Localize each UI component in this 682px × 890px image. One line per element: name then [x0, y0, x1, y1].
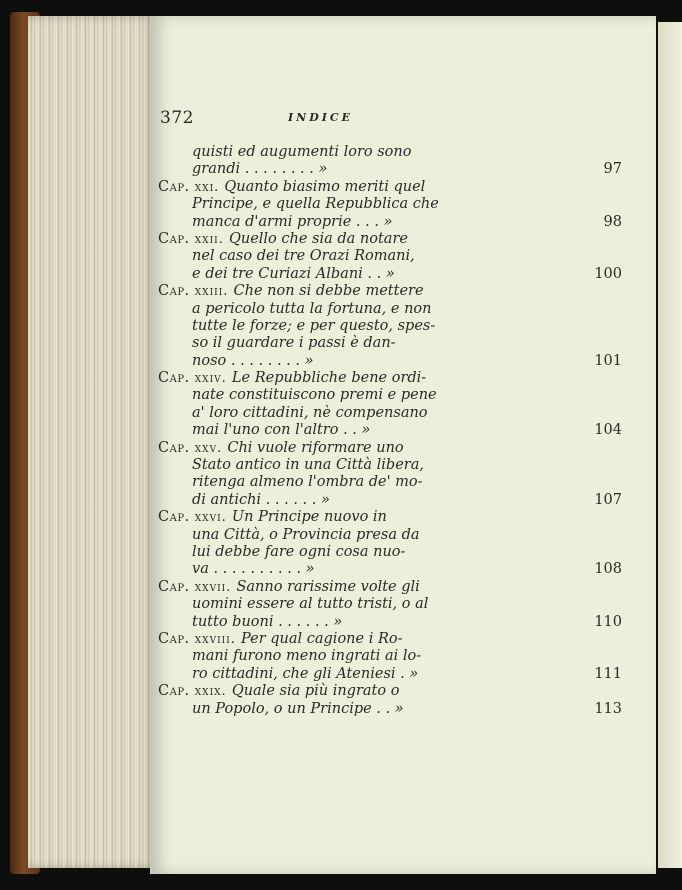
toc-line: [158, 231, 628, 248]
toc-line: [158, 492, 628, 509]
toc-line: [158, 214, 628, 231]
toc-page-number: 113: [594, 700, 622, 717]
chapter-numeral: xxix.: [194, 684, 232, 700]
toc-line: [158, 596, 628, 613]
toc-line: [158, 701, 628, 718]
toc-line: [158, 440, 628, 457]
toc-line-text: Che non si debbe mettere: [233, 283, 424, 300]
toc-line-text: Quale sia più ingrato o: [231, 683, 400, 700]
toc-entry: [158, 144, 628, 179]
chapter-numeral: xxiii.: [194, 284, 234, 300]
facing-page-edge: [658, 22, 682, 868]
toc-line-text: Quello che sia da notare: [228, 230, 408, 247]
chapter-label: Cap.: [158, 283, 195, 300]
running-head: INDICE: [288, 111, 354, 124]
toc-page-number: 104: [594, 422, 622, 439]
toc-page-number: 98: [603, 213, 622, 230]
toc-line-text: manca d'armi proprie . . . »: [192, 213, 393, 230]
toc-line-text: Sanno rarissime volte gli: [236, 578, 420, 595]
toc-line: [158, 370, 628, 387]
toc-line-text: Quanto biasimo meriti quel: [224, 178, 426, 195]
toc-line-text: nate constituiscono premi e pene: [192, 387, 437, 404]
toc-line: [158, 353, 628, 370]
toc-line: [158, 579, 628, 596]
page-number: 372: [160, 108, 194, 128]
chapter-label: Cap.: [158, 578, 195, 595]
toc-page-number: 110: [594, 613, 622, 630]
toc-entry: [158, 509, 628, 579]
toc-line-text: Chi vuole riformare uno: [227, 439, 404, 456]
toc-line-text: Stato antico in una Città libera,: [192, 457, 424, 474]
toc-line: [158, 544, 628, 561]
toc-line: [158, 614, 628, 631]
toc-line-text: a' loro cittadini, nè compensano: [192, 404, 428, 421]
toc-entry: [158, 440, 628, 510]
toc-page-number: 97: [603, 161, 622, 178]
toc-line-text: nel caso dei tre Orazi Romani,: [192, 248, 415, 265]
chapter-numeral: xxvi.: [194, 510, 232, 526]
toc-line-text: una Città, o Provincia presa da: [192, 526, 420, 543]
toc-line: [158, 161, 628, 178]
toc-entry: [158, 683, 628, 718]
toc-line-text: di antichi . . . . . . »: [192, 491, 330, 508]
toc-line: [158, 266, 628, 283]
toc-line: [158, 283, 628, 300]
toc-line: [158, 196, 628, 213]
toc-line: [158, 474, 628, 491]
toc-line-text: mani furono meno ingrati ai lo-: [192, 648, 422, 665]
toc-line: [158, 561, 628, 578]
chapter-numeral: xxv.: [194, 440, 228, 456]
toc-line: [158, 422, 628, 439]
toc-line: [158, 301, 628, 318]
toc-line-text: Per qual cagione i Ro-: [241, 630, 403, 647]
toc-line-text: a pericolo tutta la fortuna, e non: [192, 300, 432, 317]
chapter-label: Cap.: [158, 683, 195, 700]
toc-line-text: mai l'uno con l'altro . . »: [192, 422, 371, 439]
toc-line-text: tutte le forze; e per questo, spes-: [192, 317, 436, 334]
chapter-label: Cap.: [158, 230, 195, 247]
chapter-numeral: xxviii.: [194, 631, 242, 647]
toc-line-text: noso . . . . . . . . »: [192, 352, 314, 369]
toc-line: [158, 509, 628, 526]
chapter-label: Cap.: [158, 630, 195, 647]
toc-line-text: quisti ed augumenti loro sono: [192, 144, 412, 160]
toc-line-text: e dei tre Curiazi Albani . . »: [192, 265, 395, 282]
toc-line: [158, 648, 628, 665]
toc-line: [158, 631, 628, 648]
toc-line-text: ro cittadini, che gli Ateniesi . »: [192, 665, 419, 682]
toc-line-text: uomini essere al tutto tristi, o al: [192, 596, 429, 613]
toc-line-text: Le Repubbliche bene ordi-: [231, 370, 427, 387]
toc-line: [158, 248, 628, 265]
toc-page-number: 108: [594, 561, 622, 578]
chapter-label: Cap.: [158, 509, 195, 526]
toc-line-text: tutto buoni . . . . . . »: [192, 613, 343, 630]
toc-line: [158, 179, 628, 196]
chapter-numeral: xxiv.: [194, 371, 232, 387]
toc-line: [158, 666, 628, 683]
toc-entry: [158, 370, 628, 440]
toc-page-number: 100: [594, 265, 622, 282]
toc-line: [158, 527, 628, 544]
toc-entry: [158, 179, 628, 231]
toc-line-text: Principe, e quella Repubblica che: [192, 196, 439, 213]
toc-line-text: va . . . . . . . . . . »: [192, 561, 315, 578]
toc-entry: [158, 631, 628, 683]
page-stack-edges: [28, 16, 156, 868]
chapter-numeral: xxvii.: [194, 579, 237, 595]
toc-line-text: ritenga almeno l'ombra de' mo-: [192, 474, 423, 491]
toc-page-number: 111: [594, 665, 622, 682]
chapter-numeral: xxii.: [194, 231, 229, 247]
toc-page-number: 101: [594, 352, 622, 369]
toc-line-text: un Popolo, o un Principe . . »: [192, 700, 404, 717]
chapter-label: Cap.: [158, 439, 195, 456]
table-of-contents: [158, 144, 628, 718]
page-header: [160, 108, 490, 134]
toc-line: [158, 683, 628, 700]
toc-line: [158, 387, 628, 404]
toc-line: [158, 318, 628, 335]
toc-entry: [158, 283, 628, 370]
toc-line: [158, 457, 628, 474]
toc-entry: [158, 579, 628, 631]
chapter-label: Cap.: [158, 178, 195, 195]
toc-line: [158, 335, 628, 352]
toc-entry: [158, 231, 628, 283]
chapter-numeral: xxi.: [194, 179, 225, 195]
toc-line: [158, 405, 628, 422]
toc-line-text: so il guardare i passi è dan-: [192, 335, 396, 352]
toc-line: [158, 144, 628, 161]
toc-page-number: 107: [594, 491, 622, 508]
chapter-label: Cap.: [158, 370, 195, 387]
toc-line-text: lui debbe fare ogni cosa nuo-: [192, 543, 406, 560]
toc-line-text: grandi . . . . . . . . »: [192, 161, 328, 178]
toc-line-text: Un Principe nuovo in: [231, 509, 387, 526]
